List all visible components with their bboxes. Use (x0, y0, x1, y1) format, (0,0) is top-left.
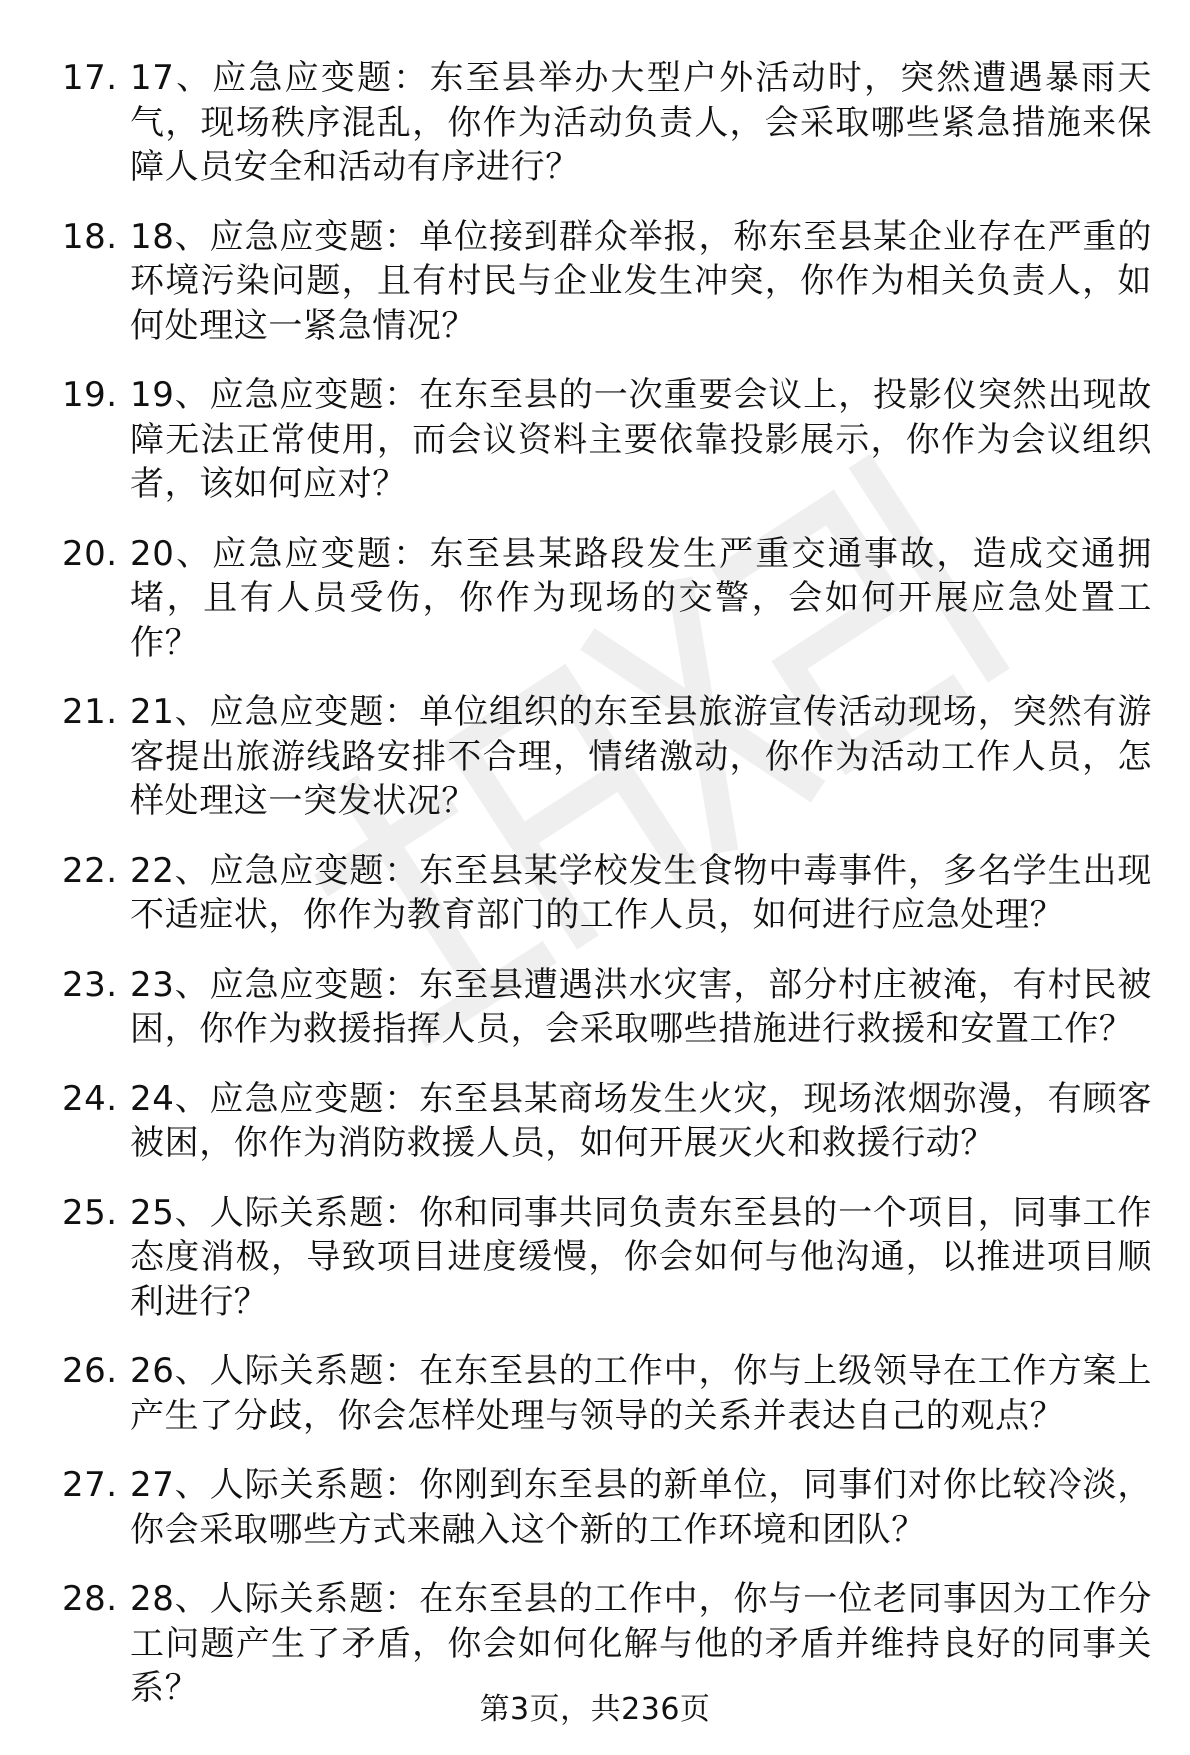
question-number: 26. (62, 1351, 118, 1391)
question-item (62, 849, 1152, 938)
question-item (62, 1191, 1152, 1325)
question-item (62, 215, 1152, 349)
question-text: 20、应急应变题：东至县某路段发生严重交通事故，造成交通拥堵，且有人员受伤，你作为现场的交警，会如何开展应急处置工作？ (130, 533, 1152, 663)
question-text: 27、人际关系题：你刚到东至县的新单位，同事们对你比较冷淡，你会采取哪些方式来融入这个新的工作环境和团队？ (130, 1465, 1152, 1550)
question-text: 23、应急应变题：东至县遭遇洪水灾害，部分村庄被淹，有村民被困，你作为救援指挥人员，会采取哪些措施进行救援和安置工作？ (130, 964, 1152, 1049)
question-text: 25、人际关系题：你和同事共同负责东至县的一个项目，同事工作态度消极，导致项目进度缓慢，你会如何与他沟通，以推进项目顺利进行？ (130, 1192, 1152, 1322)
question-number: 18. (62, 216, 118, 257)
question-item (62, 56, 1152, 190)
question-item (62, 532, 1152, 666)
question-item (62, 1349, 1152, 1438)
question-text: 28、人际关系题：在东至县的工作中，你与一位老同事因为工作分工问题产生了矛盾，你会如何化解与他的矛盾并维持良好的同事关系？ (130, 1579, 1152, 1708)
question-list (62, 56, 1152, 1736)
question-item (62, 963, 1152, 1052)
question-number: 22. (62, 850, 118, 891)
question-item (62, 690, 1152, 824)
question-text: 19、应急应变题：在东至县的一次重要会议上，投影仪突然出现故障无法正常使用，而会议资料主要依靠投影展示，你作为会议组织者，该如何应对？ (130, 375, 1152, 504)
question-text: 26、人际关系题：在东至县的工作中，你与上级领导在工作方案上产生了分歧，你会怎样处理与领导的关系并表达自己的观点？ (130, 1351, 1152, 1436)
question-number: 21. (62, 692, 118, 732)
question-number: 28. (62, 1579, 118, 1619)
question-number: 24. (62, 1078, 118, 1119)
question-number: 17. (62, 58, 118, 98)
question-text: 24、应急应变题：东至县某商场发生火灾，现场浓烟弥漫，有顾客被困，你作为消防救援人员，如何开展灭火和救援行动？ (130, 1078, 1152, 1163)
question-item (62, 373, 1152, 507)
question-text: 22、应急应变题：东至县某学校发生食物中毒事件，多名学生出现不适症状，你作为教育部门的工作人员，如何进行应急处理？ (130, 850, 1152, 935)
page-footer: 第3页，共236页 (479, 1692, 711, 1727)
question-number: 20. (62, 533, 118, 574)
question-number: 19. (62, 375, 118, 415)
question-text: 18、应急应变题：单位接到群众举报，称东至县某企业存在严重的环境污染问题，且有村民与企业发生冲突，你作为相关负责人，如何处理这一紧急情况？ (130, 216, 1152, 346)
question-text: 21、应急应变题：单位组织的东至县旅游宣传活动现场，突然有游客提出旅游线路安排不合理，情绪激动，你作为活动工作人员，怎样处理这一突发状况？ (130, 692, 1152, 821)
question-text: 17、应急应变题：东至县举办大型户外活动时，突然遭遇暴雨天气，现场秩序混乱，你作为活动负责人，会采取哪些紧急措施来保障人员安全和活动有序进行？ (130, 58, 1152, 187)
question-number: 27. (62, 1465, 118, 1505)
question-item (62, 1463, 1152, 1552)
question-item (62, 1077, 1152, 1166)
question-number: 23. (62, 964, 118, 1005)
question-number: 25. (62, 1192, 118, 1233)
